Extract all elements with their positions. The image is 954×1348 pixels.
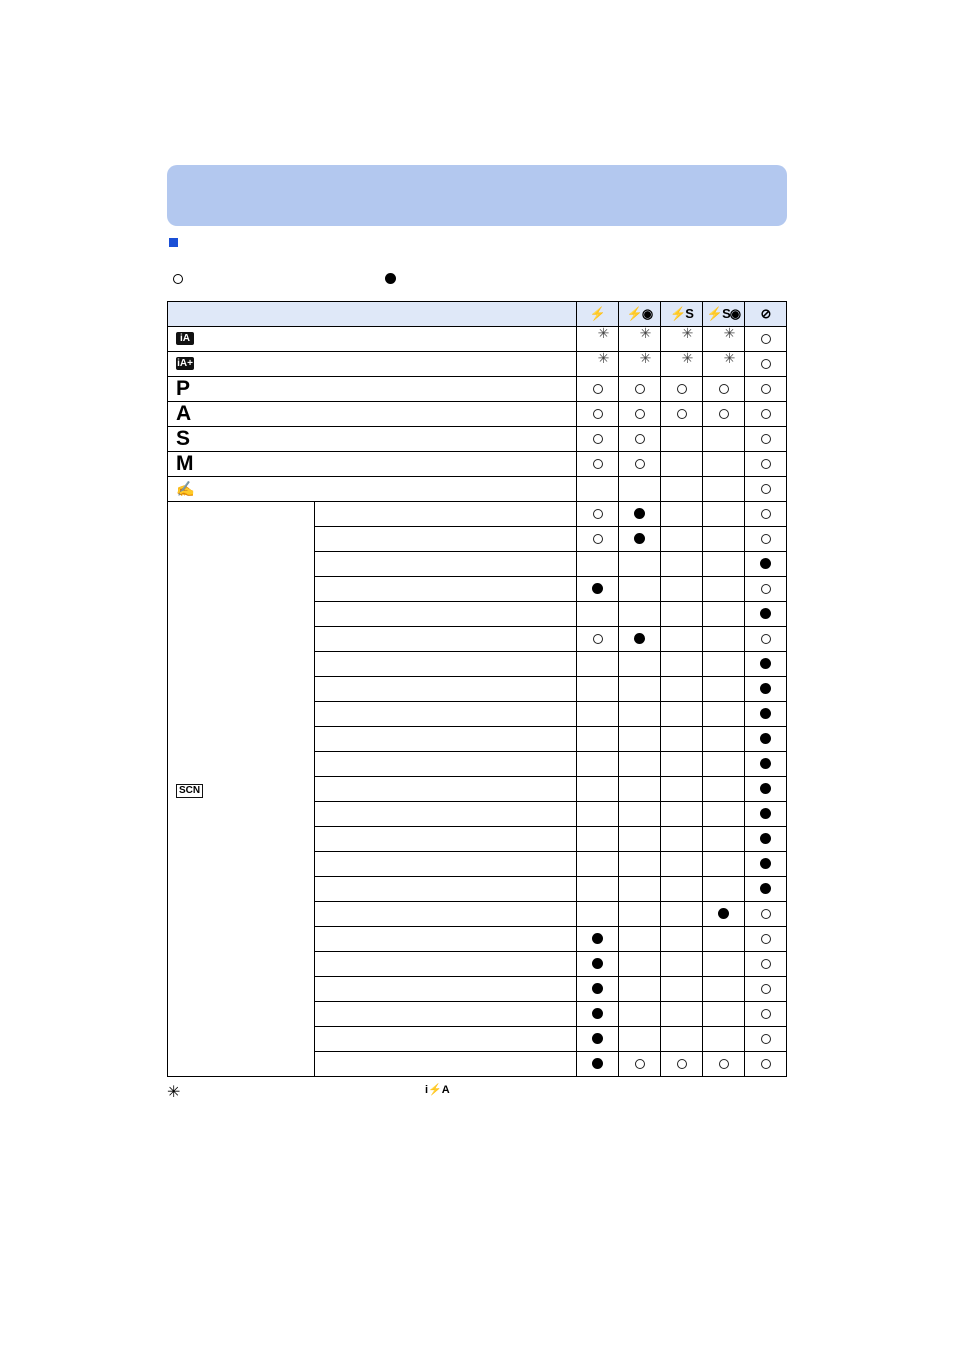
table-header-row xyxy=(168,302,787,327)
flash-cell xyxy=(745,352,787,377)
scene-name-cell xyxy=(315,752,577,777)
available-open-circle-icon xyxy=(593,634,603,644)
flash-cell xyxy=(661,952,703,977)
mode-cell xyxy=(168,427,577,452)
forced-on-redeye-flash-icon: ⚡◉ xyxy=(626,306,653,321)
flash-cell xyxy=(577,1002,619,1027)
default-filled-circle-icon xyxy=(760,808,771,819)
flash-cell xyxy=(745,1052,787,1077)
flash-cell xyxy=(577,377,619,402)
flash-column-header xyxy=(661,302,703,327)
available-open-circle-icon xyxy=(761,1034,771,1044)
flash-cell xyxy=(703,427,745,452)
flash-cell xyxy=(661,477,703,502)
flash-cell xyxy=(577,1052,619,1077)
available-open-circle-icon xyxy=(719,384,729,394)
available-open-circle-icon xyxy=(593,459,603,469)
flash-cell xyxy=(745,927,787,952)
available-open-circle-icon xyxy=(635,434,645,444)
section-bullet-icon xyxy=(169,238,178,247)
flash-cell xyxy=(577,777,619,802)
flash-cell xyxy=(619,702,661,727)
flash-cell xyxy=(661,1027,703,1052)
asterisk-mark: ✳ xyxy=(723,325,736,341)
flash-cell xyxy=(577,602,619,627)
flash-cell xyxy=(661,1002,703,1027)
flash-cell xyxy=(619,677,661,702)
scene-name-cell xyxy=(315,552,577,577)
mode-s-icon: S xyxy=(176,427,191,450)
available-open-circle-icon xyxy=(635,384,645,394)
asterisk-mark: ✳ xyxy=(639,350,652,366)
flash-cell xyxy=(619,902,661,927)
mode-cell xyxy=(168,477,577,502)
flash-column-header xyxy=(703,302,745,327)
available-open-circle-icon xyxy=(761,334,771,344)
scene-mode-cell xyxy=(168,502,315,1077)
flash-cell xyxy=(577,902,619,927)
default-filled-circle-icon xyxy=(592,1033,603,1044)
scene-name-cell xyxy=(315,777,577,802)
default-filled-circle-icon xyxy=(760,608,771,619)
asterisk-mark: ✳ xyxy=(681,350,694,366)
default-filled-circle-icon xyxy=(634,633,645,644)
scene-name-cell xyxy=(315,902,577,927)
flash-cell xyxy=(703,827,745,852)
available-open-circle-icon xyxy=(593,534,603,544)
scene-name-cell xyxy=(315,727,577,752)
mode-cell xyxy=(168,377,577,402)
scene-name-cell xyxy=(315,702,577,727)
flash-mode-table xyxy=(167,301,787,1077)
flash-cell xyxy=(745,827,787,852)
flash-cell xyxy=(703,652,745,677)
intelligent-auto-icon: iA xyxy=(176,332,194,345)
flash-cell xyxy=(745,502,787,527)
flash-cell xyxy=(703,952,745,977)
flash-cell xyxy=(619,927,661,952)
mode-m-icon: M xyxy=(176,452,194,475)
scene-name-cell xyxy=(315,1052,577,1077)
flash-cell xyxy=(745,752,787,777)
available-open-circle-icon xyxy=(761,384,771,394)
default-filled-circle-icon xyxy=(760,883,771,894)
flash-cell xyxy=(661,327,703,352)
flash-cell xyxy=(745,727,787,752)
flash-cell xyxy=(577,527,619,552)
forced-off-flash-icon: ⊘ xyxy=(760,306,771,321)
flash-cell xyxy=(745,477,787,502)
flash-cell xyxy=(577,702,619,727)
flash-cell xyxy=(745,877,787,902)
flash-cell xyxy=(661,752,703,777)
flash-cell xyxy=(619,527,661,552)
flash-cell xyxy=(703,877,745,902)
available-open-circle-icon xyxy=(761,434,771,444)
flash-cell xyxy=(703,627,745,652)
flash-cell xyxy=(703,852,745,877)
forced-on-flash-icon: ⚡ xyxy=(589,306,606,321)
flash-cell xyxy=(703,477,745,502)
mode-cell xyxy=(168,452,577,477)
flash-cell xyxy=(619,952,661,977)
default-filled-circle-icon xyxy=(760,558,771,569)
flash-cell xyxy=(577,327,619,352)
flash-cell xyxy=(577,577,619,602)
creative-control-icon: ✍ xyxy=(176,480,195,498)
flash-cell xyxy=(619,402,661,427)
flash-cell xyxy=(703,527,745,552)
default-filled-circle-icon xyxy=(760,858,771,869)
scene-name-cell xyxy=(315,802,577,827)
flash-cell xyxy=(661,527,703,552)
flash-cell xyxy=(619,852,661,877)
flash-cell xyxy=(703,602,745,627)
table-row xyxy=(168,352,787,377)
flash-cell xyxy=(619,1027,661,1052)
scene-name-cell xyxy=(315,927,577,952)
mode-p-icon: P xyxy=(176,377,191,400)
available-open-circle-icon xyxy=(761,1009,771,1019)
default-filled-circle-icon xyxy=(592,983,603,994)
flash-cell xyxy=(745,777,787,802)
flash-cell xyxy=(703,377,745,402)
flash-cell xyxy=(661,702,703,727)
scene-name-cell xyxy=(315,527,577,552)
flash-cell xyxy=(745,652,787,677)
default-filled-circle-icon xyxy=(760,708,771,719)
auto-flash-icon: i⚡A xyxy=(425,1084,450,1096)
flash-cell xyxy=(661,927,703,952)
flash-cell xyxy=(619,577,661,602)
flash-cell xyxy=(577,402,619,427)
mode-cell xyxy=(168,402,577,427)
available-open-circle-icon xyxy=(761,984,771,994)
available-open-circle-icon xyxy=(677,409,687,419)
flash-cell xyxy=(703,402,745,427)
table-row xyxy=(168,477,787,502)
available-open-circle-icon xyxy=(761,509,771,519)
flash-cell xyxy=(619,477,661,502)
flash-cell xyxy=(661,352,703,377)
available-open-circle-icon xyxy=(761,484,771,494)
flash-cell xyxy=(703,1027,745,1052)
scene-name-cell xyxy=(315,577,577,602)
flash-cell xyxy=(703,777,745,802)
mode-cell xyxy=(168,352,577,377)
flash-cell xyxy=(661,677,703,702)
flash-cell xyxy=(619,827,661,852)
chapter-header-band xyxy=(167,165,787,226)
slow-sync-flash-icon: ⚡S xyxy=(670,306,693,321)
flash-cell xyxy=(745,1027,787,1052)
flash-cell xyxy=(661,427,703,452)
asterisk-mark: ✳ xyxy=(681,325,694,341)
flash-cell xyxy=(661,802,703,827)
flash-cell xyxy=(661,1052,703,1077)
available-open-circle-icon xyxy=(593,509,603,519)
default-filled-circle-icon xyxy=(760,658,771,669)
default-filled-circle-icon xyxy=(592,933,603,944)
flash-cell xyxy=(619,977,661,1002)
flash-cell xyxy=(619,1052,661,1077)
flash-cell xyxy=(745,452,787,477)
flash-cell xyxy=(745,527,787,552)
flash-cell xyxy=(661,852,703,877)
flash-cell xyxy=(703,1052,745,1077)
flash-cell xyxy=(661,402,703,427)
flash-cell xyxy=(661,902,703,927)
flash-cell xyxy=(661,777,703,802)
table-row xyxy=(168,377,787,402)
flash-cell xyxy=(577,552,619,577)
flash-cell xyxy=(619,502,661,527)
flash-cell xyxy=(745,427,787,452)
default-filled-circle-icon xyxy=(592,958,603,969)
flash-cell xyxy=(619,552,661,577)
flash-cell xyxy=(745,627,787,652)
flash-cell xyxy=(619,452,661,477)
flash-cell xyxy=(577,952,619,977)
default-filled-circle-icon xyxy=(760,783,771,794)
flash-cell xyxy=(703,552,745,577)
table-row xyxy=(168,502,787,527)
flash-cell xyxy=(577,352,619,377)
flash-cell xyxy=(619,752,661,777)
scene-name-cell xyxy=(315,952,577,977)
scene-name-cell xyxy=(315,502,577,527)
header-blank-cell xyxy=(168,302,577,327)
flash-cell xyxy=(619,777,661,802)
flash-cell xyxy=(619,602,661,627)
default-filled-circle-icon xyxy=(760,733,771,744)
scene-name-cell xyxy=(315,652,577,677)
flash-cell xyxy=(619,652,661,677)
table-row xyxy=(168,452,787,477)
flash-cell xyxy=(745,327,787,352)
flash-cell xyxy=(745,902,787,927)
legend-open-circle-icon xyxy=(173,274,183,284)
asterisk-mark: ✳ xyxy=(597,350,610,366)
flash-cell xyxy=(745,852,787,877)
flash-cell xyxy=(661,727,703,752)
flash-cell xyxy=(577,1027,619,1052)
asterisk-mark: ✳ xyxy=(723,350,736,366)
flash-cell xyxy=(745,577,787,602)
available-open-circle-icon xyxy=(761,409,771,419)
scene-name-cell xyxy=(315,977,577,1002)
flash-cell xyxy=(661,377,703,402)
flash-cell xyxy=(619,1002,661,1027)
default-filled-circle-icon xyxy=(760,683,771,694)
flash-cell xyxy=(619,327,661,352)
flash-cell xyxy=(745,402,787,427)
flash-cell xyxy=(577,652,619,677)
flash-cell xyxy=(619,727,661,752)
flash-cell xyxy=(661,827,703,852)
available-open-circle-icon xyxy=(761,909,771,919)
flash-cell xyxy=(703,927,745,952)
intelligent-auto-plus-icon: iA+ xyxy=(177,358,193,370)
flash-column-header xyxy=(619,302,661,327)
flash-cell xyxy=(703,752,745,777)
legend-filled-circle-icon xyxy=(385,273,396,284)
flash-cell xyxy=(745,602,787,627)
table-row xyxy=(168,402,787,427)
flash-cell xyxy=(577,627,619,652)
flash-cell xyxy=(703,502,745,527)
scene-name-cell xyxy=(315,627,577,652)
flash-cell xyxy=(619,352,661,377)
default-filled-circle-icon xyxy=(718,908,729,919)
available-open-circle-icon xyxy=(761,359,771,369)
table-row xyxy=(168,427,787,452)
available-open-circle-icon xyxy=(593,434,603,444)
flash-column-header xyxy=(577,302,619,327)
flash-cell xyxy=(703,577,745,602)
default-filled-circle-icon xyxy=(634,533,645,544)
scene-name-cell xyxy=(315,1027,577,1052)
flash-cell xyxy=(745,552,787,577)
available-open-circle-icon xyxy=(761,1059,771,1069)
flash-cell xyxy=(745,977,787,1002)
flash-cell xyxy=(619,877,661,902)
mode-a-icon: A xyxy=(176,402,192,425)
flash-cell xyxy=(577,852,619,877)
flash-cell xyxy=(661,552,703,577)
flash-cell xyxy=(745,802,787,827)
default-filled-circle-icon xyxy=(760,833,771,844)
flash-cell xyxy=(661,977,703,1002)
flash-cell xyxy=(661,627,703,652)
flash-cell xyxy=(577,977,619,1002)
scene-name-cell xyxy=(315,1002,577,1027)
flash-cell xyxy=(619,427,661,452)
flash-column-header xyxy=(745,302,787,327)
flash-cell xyxy=(661,652,703,677)
flash-cell xyxy=(577,677,619,702)
available-open-circle-icon xyxy=(635,459,645,469)
scene-name-cell xyxy=(315,852,577,877)
available-open-circle-icon xyxy=(719,1059,729,1069)
flash-cell xyxy=(703,702,745,727)
flash-cell xyxy=(745,677,787,702)
flash-cell xyxy=(703,902,745,927)
flash-cell xyxy=(577,452,619,477)
flash-cell xyxy=(703,327,745,352)
flash-cell xyxy=(619,627,661,652)
flash-cell xyxy=(577,752,619,777)
flash-cell xyxy=(577,727,619,752)
scene-mode-icon: SCN xyxy=(176,784,203,798)
flash-cell xyxy=(619,377,661,402)
available-open-circle-icon xyxy=(635,409,645,419)
flash-cell xyxy=(661,877,703,902)
flash-cell xyxy=(745,702,787,727)
flash-cell xyxy=(703,727,745,752)
available-open-circle-icon xyxy=(635,1059,645,1069)
scene-name-cell xyxy=(315,877,577,902)
slow-sync-redeye-flash-icon: ⚡S◉ xyxy=(706,306,741,321)
flash-cell xyxy=(661,602,703,627)
available-open-circle-icon xyxy=(719,409,729,419)
available-open-circle-icon xyxy=(593,384,603,394)
flash-cell xyxy=(661,452,703,477)
flash-cell xyxy=(577,502,619,527)
flash-cell xyxy=(577,827,619,852)
available-open-circle-icon xyxy=(677,1059,687,1069)
mode-cell xyxy=(168,327,577,352)
flash-cell xyxy=(703,677,745,702)
default-filled-circle-icon xyxy=(592,1058,603,1069)
default-filled-circle-icon xyxy=(592,583,603,594)
flash-cell xyxy=(703,977,745,1002)
flash-cell xyxy=(661,502,703,527)
flash-cell xyxy=(703,802,745,827)
default-filled-circle-icon xyxy=(634,508,645,519)
flash-cell xyxy=(577,927,619,952)
flash-cell xyxy=(703,352,745,377)
default-filled-circle-icon xyxy=(760,758,771,769)
flash-cell xyxy=(619,802,661,827)
available-open-circle-icon xyxy=(761,634,771,644)
flash-cell xyxy=(745,1002,787,1027)
available-open-circle-icon xyxy=(761,534,771,544)
asterisk-mark: ✳ xyxy=(639,325,652,341)
table-row xyxy=(168,327,787,352)
default-filled-circle-icon xyxy=(592,1008,603,1019)
available-open-circle-icon xyxy=(761,934,771,944)
available-open-circle-icon xyxy=(761,959,771,969)
available-open-circle-icon xyxy=(677,384,687,394)
available-open-circle-icon xyxy=(761,459,771,469)
flash-cell xyxy=(745,377,787,402)
footnote-asterisk: ✳ xyxy=(167,1084,181,1101)
flash-cell xyxy=(577,802,619,827)
scene-name-cell xyxy=(315,677,577,702)
asterisk-mark: ✳ xyxy=(597,325,610,341)
scene-name-cell xyxy=(315,827,577,852)
flash-cell xyxy=(577,427,619,452)
flash-cell xyxy=(577,877,619,902)
flash-cell xyxy=(703,1002,745,1027)
flash-cell xyxy=(745,952,787,977)
available-open-circle-icon xyxy=(761,584,771,594)
flash-cell xyxy=(703,452,745,477)
flash-cell xyxy=(577,477,619,502)
flash-cell xyxy=(661,577,703,602)
scene-name-cell xyxy=(315,602,577,627)
available-open-circle-icon xyxy=(593,409,603,419)
